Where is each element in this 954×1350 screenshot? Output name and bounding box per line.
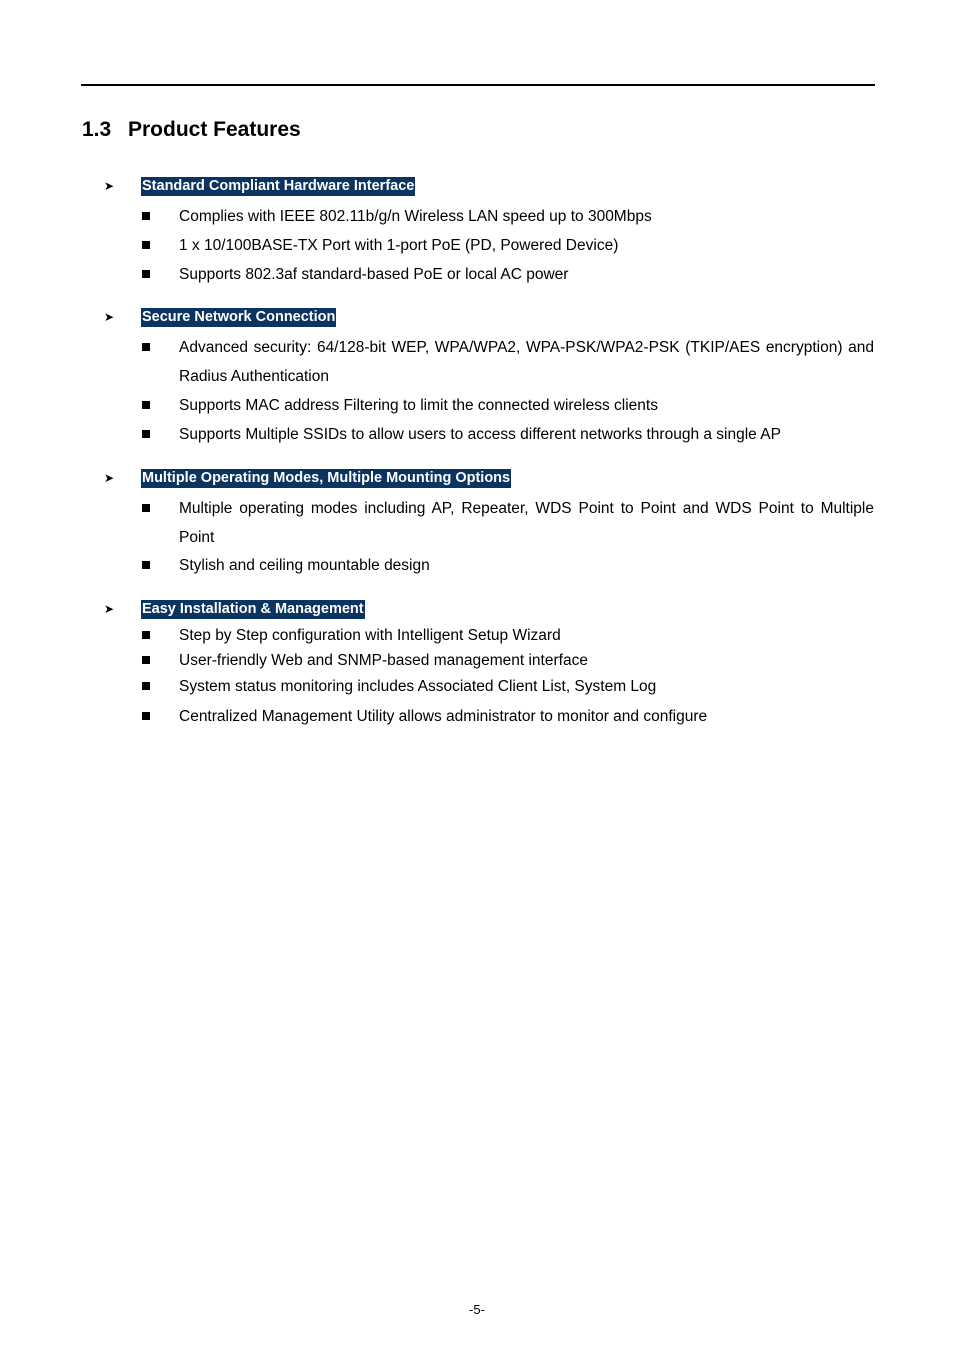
list-item-text: Complies with IEEE 802.11b/g/n Wireless LAN speed up to 300Mbps [179, 208, 652, 225]
list-item-text: Supports 802.3af standard-based PoE or local AC power [179, 266, 569, 283]
list-item-text: Step by Step configuration with Intelligent Setup Wizard [179, 627, 561, 644]
arrow-bullet-icon: ➤ [104, 602, 115, 616]
square-bullet-icon [142, 712, 150, 720]
arrow-bullet-icon: ➤ [104, 471, 115, 485]
header-rule [81, 84, 875, 86]
group-title: Easy Installation & Management [142, 601, 364, 617]
square-bullet-icon [142, 270, 150, 278]
square-bullet-icon [142, 656, 150, 664]
list-item-text: Centralized Management Utility allows administrator to monitor and configure [179, 708, 708, 725]
square-bullet-icon [142, 212, 150, 220]
square-bullet-icon [142, 401, 150, 409]
square-bullet-icon [142, 504, 150, 512]
group-title-row [0, 308, 954, 327]
list-item-text: 1 x 10/100BASE-TX Port with 1-port PoE (PD, Powered Device) [179, 237, 619, 254]
section-number: 1.3 [82, 118, 112, 141]
square-bullet-icon [142, 561, 150, 569]
group-title-row [0, 600, 954, 619]
arrow-bullet-icon: ➤ [104, 310, 115, 324]
arrow-bullet-icon: ➤ [104, 179, 115, 193]
section-heading [82, 116, 301, 144]
group-title: Standard Compliant Hardware Interface [142, 178, 415, 194]
group-title-row [0, 469, 954, 488]
square-bullet-icon [142, 682, 150, 690]
page-number: -5- [469, 1302, 485, 1317]
list-item-text: Supports MAC address Filtering to limit the connected wireless clients [179, 397, 658, 414]
list-item-text: System status monitoring includes Associated Client List, System Log [179, 678, 657, 695]
list-item-text: Supports Multiple SSIDs to allow users to access different networks through a single AP [179, 426, 781, 443]
section-title: Product Features [128, 118, 301, 141]
group-title: Secure Network Connection [142, 309, 336, 325]
square-bullet-icon [142, 430, 150, 438]
list-item-text: User-friendly Web and SNMP-based management interface [179, 652, 588, 669]
square-bullet-icon [142, 343, 150, 351]
square-bullet-icon [142, 241, 150, 249]
group-title: Multiple Operating Modes, Multiple Mounting Options [142, 470, 511, 486]
list-item-text: Multiple operating modes including AP, Repeater, WDS Point to Point and WDS Point to Multiple Point [179, 500, 874, 546]
list-item-text: Advanced security: 64/128-bit WEP, WPA/WPA2, WPA-PSK/WPA2-PSK (TKIP/AES encryption) and Radius Authentication [179, 339, 874, 385]
group-title-row [0, 177, 954, 196]
list-item-text: Stylish and ceiling mountable design [179, 557, 430, 574]
square-bullet-icon [142, 631, 150, 639]
